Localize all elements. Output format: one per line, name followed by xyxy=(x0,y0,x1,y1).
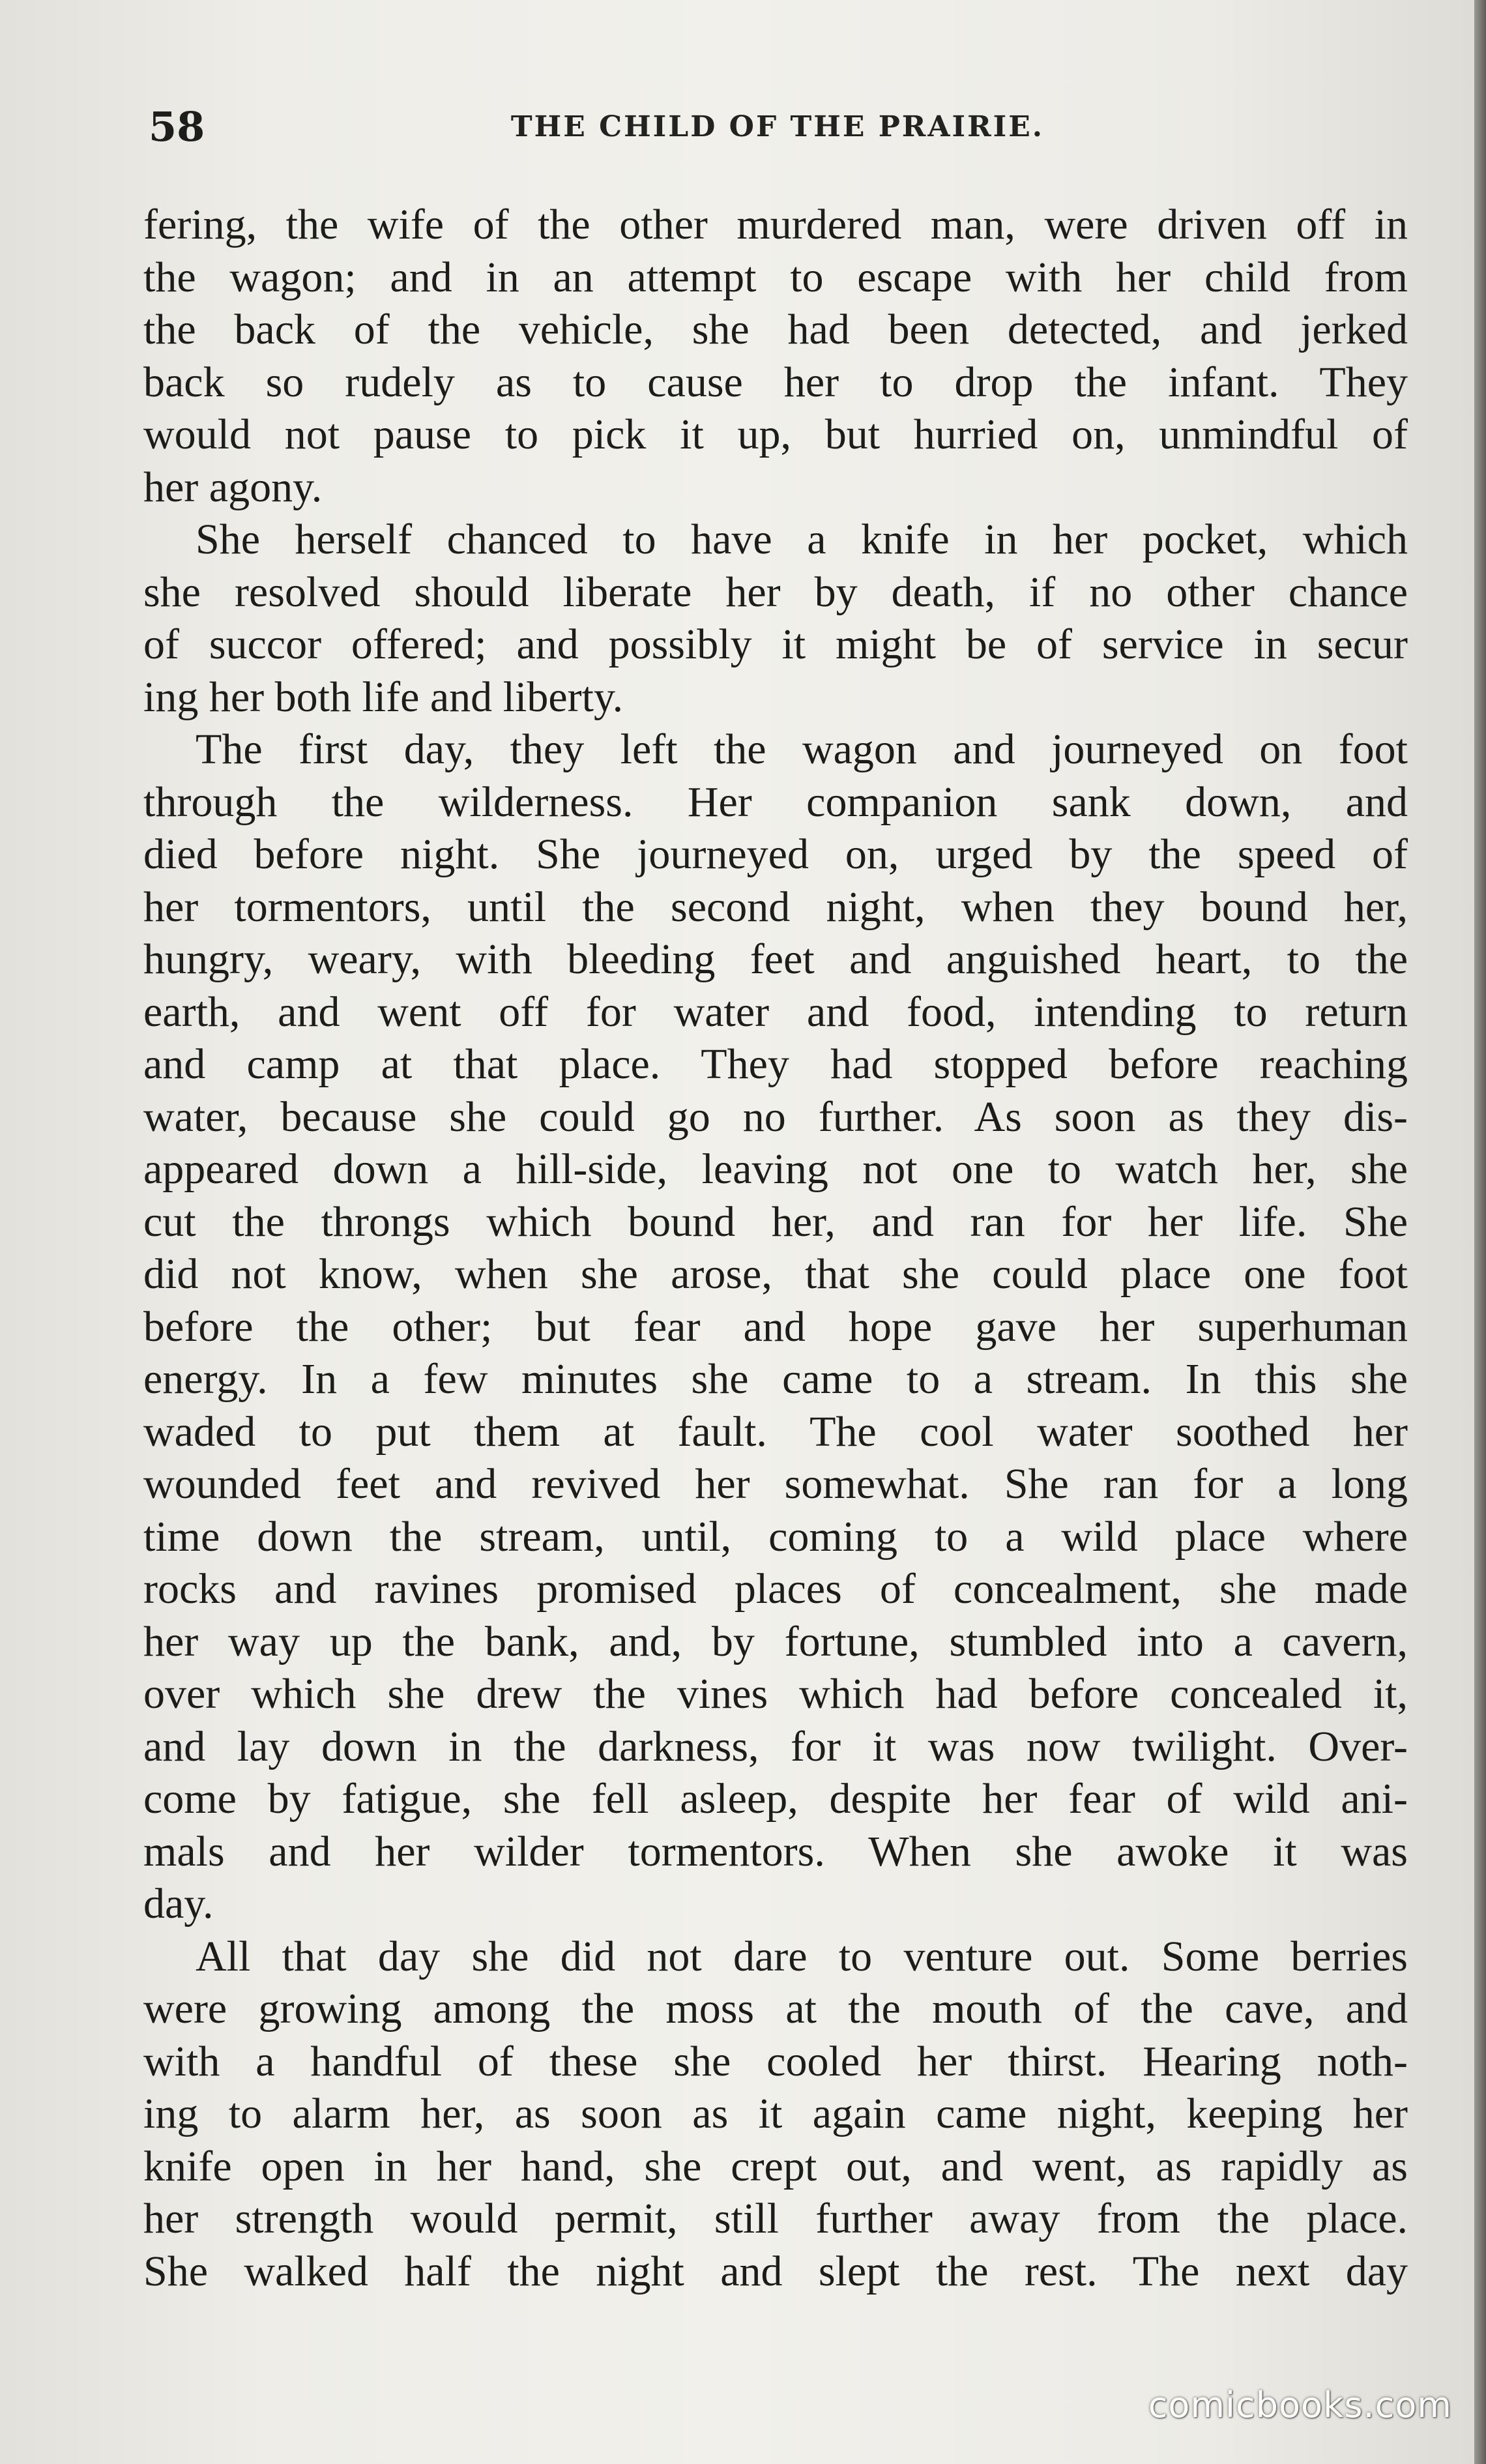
text-line: She herself chanced to have a knife in her pocket, which xyxy=(196,516,1408,563)
text-line: did not know, when she arose, that she could place one foot xyxy=(143,1250,1408,1298)
site-watermark: comicbooks.com xyxy=(1148,2384,1452,2426)
text-line: through the wilderness. Her companion sank down, and xyxy=(143,778,1408,826)
text-line: knife open in her hand, she crept out, and went, as rapidly as xyxy=(143,2142,1408,2190)
text-line: and lay down in the darkness, for it was now twilight. Over- xyxy=(143,1722,1408,1770)
text-line: wounded feet and revived her somewhat. She ran for a long xyxy=(143,1460,1408,1508)
text-line: hungry, weary, with bleeding feet and anguished heart, to the xyxy=(143,935,1408,983)
text-line: her strength would permit, still further away from the place. xyxy=(143,2195,1408,2242)
text-line: earth, and went off for water and food, intending to return xyxy=(143,988,1408,1036)
page-number: 58 xyxy=(149,103,205,151)
text-line: she resolved should liberate her by death, if no other chance xyxy=(143,568,1408,616)
body-text xyxy=(143,199,1408,2298)
paragraph xyxy=(143,724,1408,1931)
text-line: energy. In a few minutes she came to a stream. In this she xyxy=(143,1355,1408,1403)
text-line: the back of the vehicle, she had been detected, and jerked xyxy=(143,306,1408,353)
text-line: died before night. She journeyed on, urged by the speed of xyxy=(143,830,1408,878)
text-line: time down the stream, until, coming to a wild place where xyxy=(143,1512,1408,1561)
text-line: would not pause to pick it up, but hurried on, unmindful of xyxy=(143,411,1408,458)
text-line: over which she drew the vines which had before concealed it, xyxy=(143,1670,1408,1718)
text-line: The first day, they left the wagon and journeyed on foot xyxy=(196,726,1408,773)
text-line: day. xyxy=(143,1880,214,1928)
text-line: mals and her wilder tormentors. When she awoke it was xyxy=(143,1827,1408,1875)
text-line: water, because she could go no further. As soon as they dis- xyxy=(143,1093,1408,1141)
text-line: rocks and ravines promised places of concealment, she made xyxy=(143,1565,1408,1613)
text-line: waded to put them at fault. The cool water soothed her xyxy=(143,1407,1408,1456)
text-line: She walked half the night and slept the rest. The next day xyxy=(143,2247,1408,2295)
paragraph xyxy=(143,514,1408,724)
text-line: cut the throngs which bound her, and ran for her life. She xyxy=(143,1197,1408,1246)
text-line: her agony. xyxy=(143,463,323,511)
text-line: were growing among the moss at the mouth of the cave, and xyxy=(143,1985,1408,2032)
text-line: fering, the wife of the other murdered man, were driven off in xyxy=(143,201,1408,248)
text-line: back so rudely as to cause her to drop the infant. They xyxy=(143,358,1408,406)
text-line: and camp at that place. They had stopped before reaching xyxy=(143,1040,1408,1088)
text-line: come by fatigue, she fell asleep, despite her fear of wild ani- xyxy=(143,1775,1408,1823)
paragraph xyxy=(143,199,1408,514)
text-line: before the other; but fear and hope gave her superhuman xyxy=(143,1302,1408,1351)
text-line: her tormentors, until the second night, when they bound her, xyxy=(143,883,1408,931)
text-line: appeared down a hill-side, leaving not one to watch her, she xyxy=(143,1145,1408,1193)
text-line: the wagon; and in an attempt to escape with her child from xyxy=(143,253,1408,301)
running-head xyxy=(149,98,1406,156)
text-line: All that day she did not dare to venture out. Some berries xyxy=(196,1932,1408,1980)
running-title: THE CHILD OF THE PRAIRIE. xyxy=(510,110,1045,143)
text-line: her way up the bank, and, by fortune, stumbled into a cavern, xyxy=(143,1617,1408,1665)
page-edge-shadow xyxy=(1474,0,1486,2464)
text-line: ing to alarm her, as soon as it again came night, keeping her xyxy=(143,2090,1408,2137)
text-line: ing her both life and liberty. xyxy=(143,673,624,721)
text-line: of succor offered; and possibly it might be of service in secur xyxy=(143,621,1408,668)
text-line: with a handful of these she cooled her thirst. Hearing noth- xyxy=(143,2037,1408,2085)
paragraph xyxy=(143,1931,1408,2298)
